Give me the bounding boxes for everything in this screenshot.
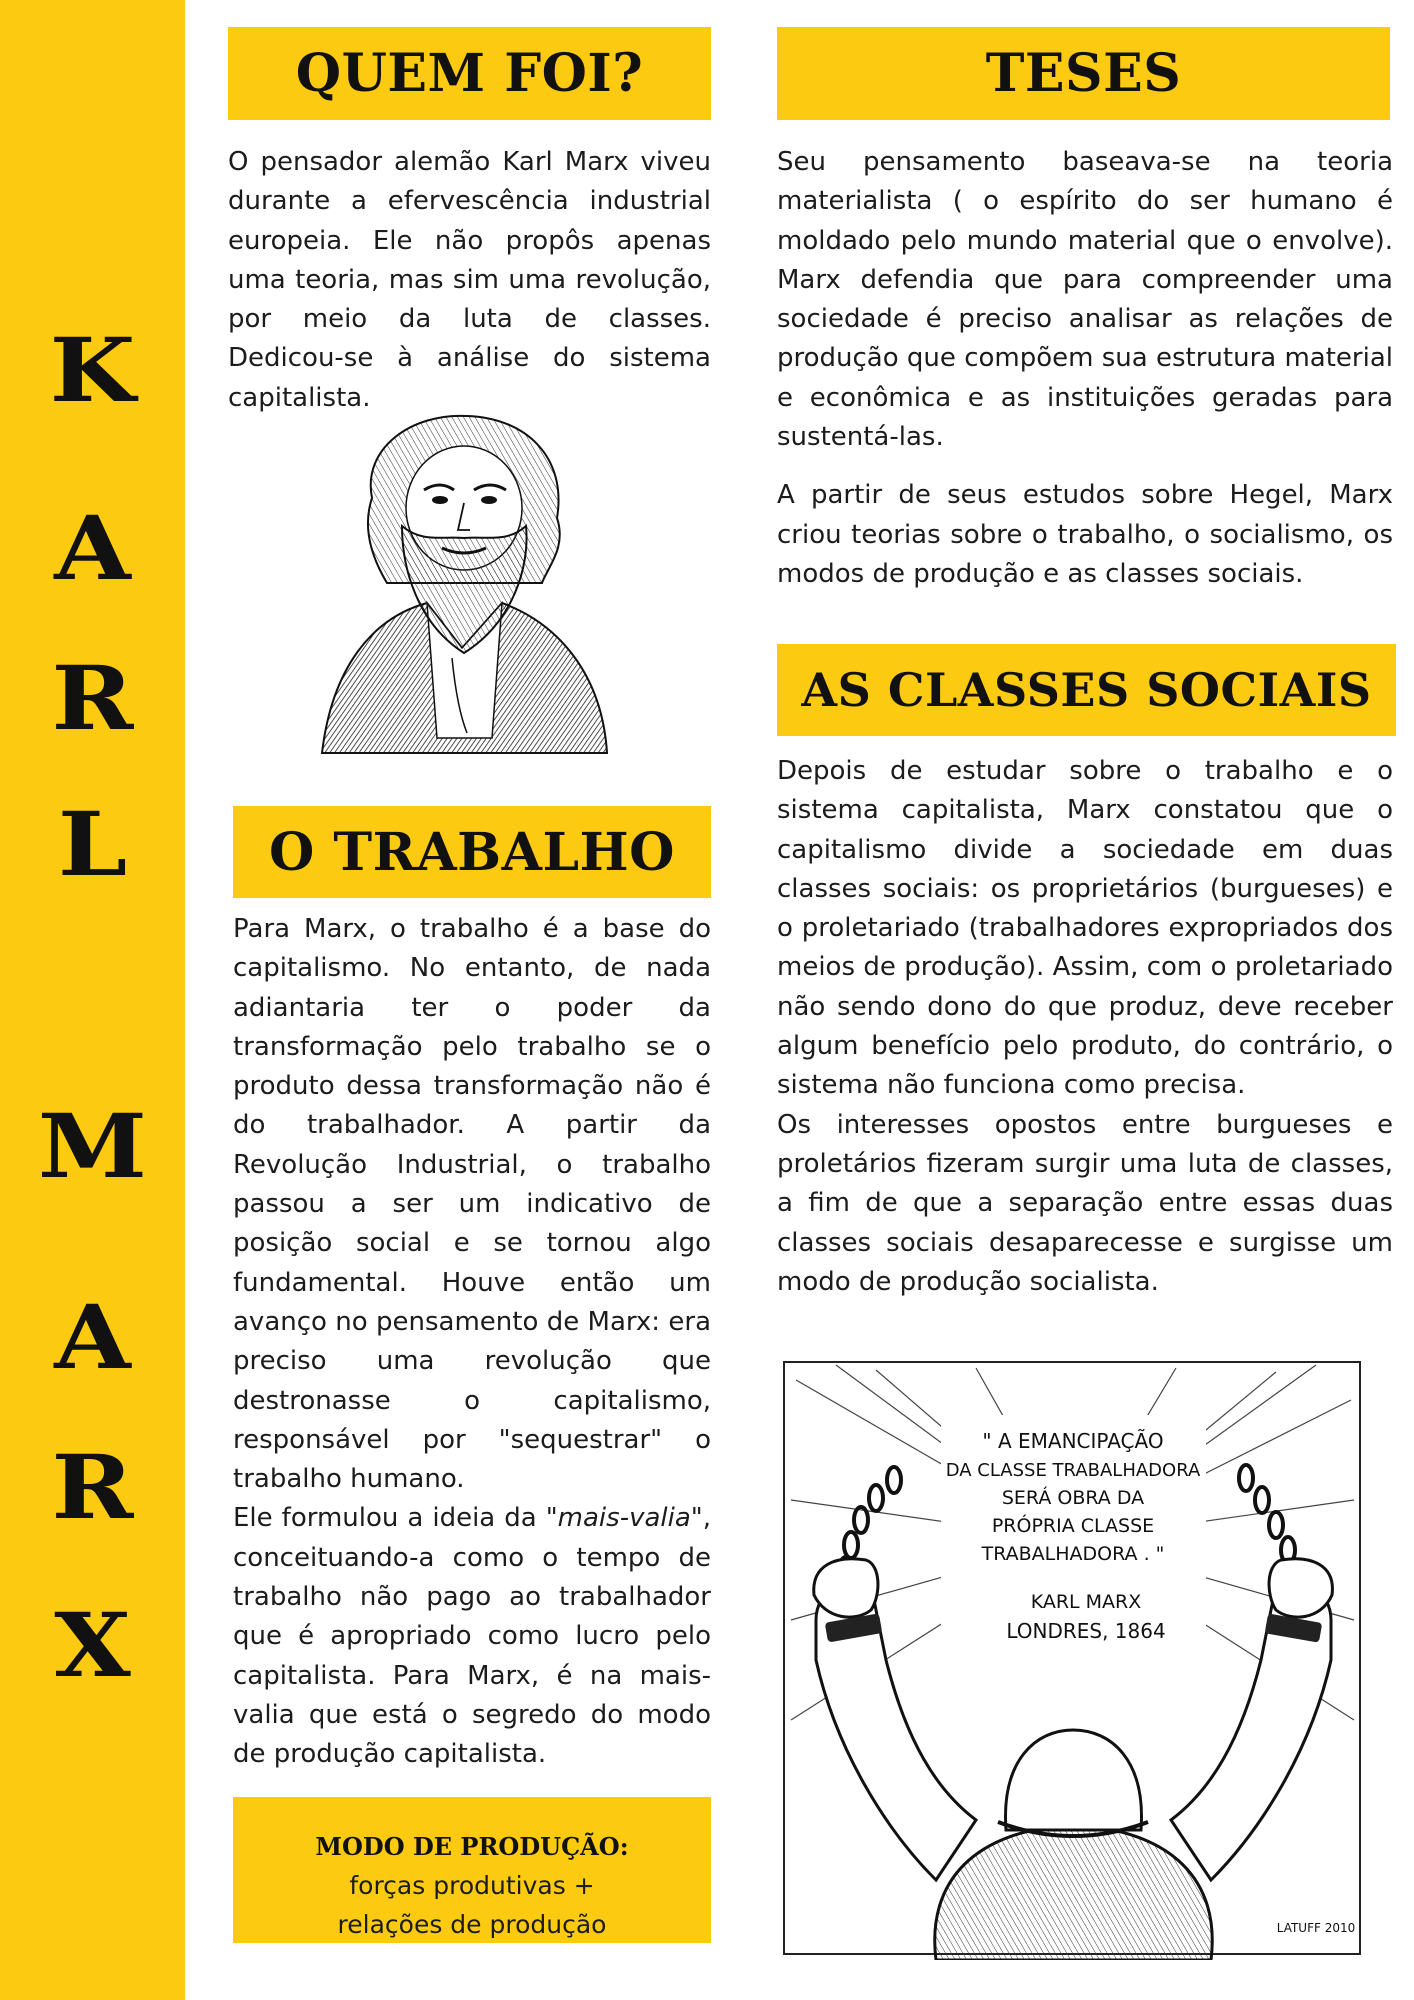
teses-heading: TESES xyxy=(777,27,1390,120)
classes-sociais-text xyxy=(777,752,1393,1302)
teses-paragraph-1: Seu pensamento baseava-se na teoria materialista ( o espírito do ser humano é moldado pelo mundo material que o envolve). Marx defendia que para compreender uma sociedade é preciso analisar as relações de produção que compõem sua estrutura material e econômica e as instituições geradas para sustentá-las. xyxy=(777,147,1393,453)
sidebar-letter: K xyxy=(49,318,136,422)
cartoon-quote-line: SERÁ OBRA DA xyxy=(1001,1487,1145,1509)
trabalho-heading: O TRABALHO xyxy=(233,806,711,898)
karl-marx-portrait xyxy=(302,408,622,768)
modo-de-producao-heading xyxy=(233,1827,711,1866)
classes-paragraph-1: Depois de estudar sobre o trabalho e o sistema capitalista, Marx constatou que o capitalismo divide a sociedade em duas classes sociais: os proprietários (burgueses) e o proletariado (trabalhadores expropriados dos meios de produção). Assim, com o proletariado não sendo dono do que produz, deve receber algum benefício pelo produto, do contrário, o sistema não funciona como precisa. xyxy=(777,756,1393,1101)
trabalho-text xyxy=(233,910,711,1775)
modo-line-1: forças produtivas + xyxy=(349,1871,595,1900)
mais-valia-term: "mais-valia" xyxy=(545,1503,703,1534)
cartoon-quote-line: DA CLASSE TRABALHADORA xyxy=(945,1460,1201,1481)
sidebar-letter: X xyxy=(54,1593,131,1697)
sidebar-letter: L xyxy=(57,792,128,896)
cartoon-quote-line: PRÓPRIA CLASSE xyxy=(991,1515,1155,1537)
trabalho-paragraph-1: Para Marx, o trabalho é a base do capitalismo. No entanto, de nada adiantaria ter o poder da transformação pelo trabalho se o produto dessa transformação não é do trabalhador. A partir da Revolução Industrial, o trabalho passou a ser um indicativo de posição social e se tornou algo fundamental. Houve então um avanço no pensamento de Marx: era preciso uma revolução que destronasse o capitalismo, responsável por "sequestrar" o trabalho humano. xyxy=(233,914,711,1495)
cartoon-place: LONDRES, 1864 xyxy=(1006,1619,1166,1643)
cartoon-quote-line: TRABALHADORA . " xyxy=(981,1543,1165,1565)
mais-valia-rest: , conceituando-a como o tempo de trabalho não pago ao trabalhador que é apropriado como lucro pelo capitalista. Para Marx, é na mais-valia que está o segredo do modo de produção capitalista. xyxy=(233,1503,711,1770)
quem-foi-text: O pensador alemão Karl Marx viveu durante a efervescência industrial europeia. Ele não propôs apenas uma teoria, mas sim uma revolução, por meio da luta de classes. Dedicou-se à análise do sistema capitalista. xyxy=(228,147,711,413)
sidebar-letter: R xyxy=(51,646,134,750)
modo-de-producao-box xyxy=(233,1797,711,1943)
teses-paragraph-2: A partir de seus estudos sobre Hegel, Marx criou teorias sobre o trabalho, o socialismo, os modos de produção e as classes sociais. xyxy=(777,480,1393,589)
sidebar-letter: M xyxy=(37,1094,148,1198)
sidebar-letter: R xyxy=(51,1435,134,1539)
modo-head-text: MODO DE PRODUÇÃO xyxy=(315,1832,620,1861)
mais-valia-lead: Ele formulou a ideia da xyxy=(233,1503,546,1534)
sidebar-letter: A xyxy=(54,496,131,600)
sidebar xyxy=(0,0,185,2000)
modo-colon: : xyxy=(619,1832,629,1861)
modo-line-2: relações de produção xyxy=(337,1910,607,1939)
chains-cartoon xyxy=(776,1360,1370,1960)
trabalho-paragraph-2 xyxy=(233,1499,711,1774)
classes-paragraph-2: Os interesses opostos entre burgueses e proletários fizeram surgir uma luta de classes, a fim de que a separação entre essas duas classes sociais desaparecesse e surgisse um modo de produção socialista. xyxy=(777,1109,1393,1297)
cartoon-signature: LATUFF 2010 xyxy=(1276,1921,1356,1935)
cartoon-author: KARL MARX xyxy=(1030,1591,1142,1613)
teses-text xyxy=(777,143,1393,594)
cartoon-quote-line: " A EMANCIPAÇÃO xyxy=(982,1429,1164,1453)
sidebar-letter: A xyxy=(54,1285,131,1389)
quem-foi-heading: QUEM FOI? xyxy=(228,27,711,120)
classes-sociais-heading: AS CLASSES SOCIAIS xyxy=(777,644,1396,736)
